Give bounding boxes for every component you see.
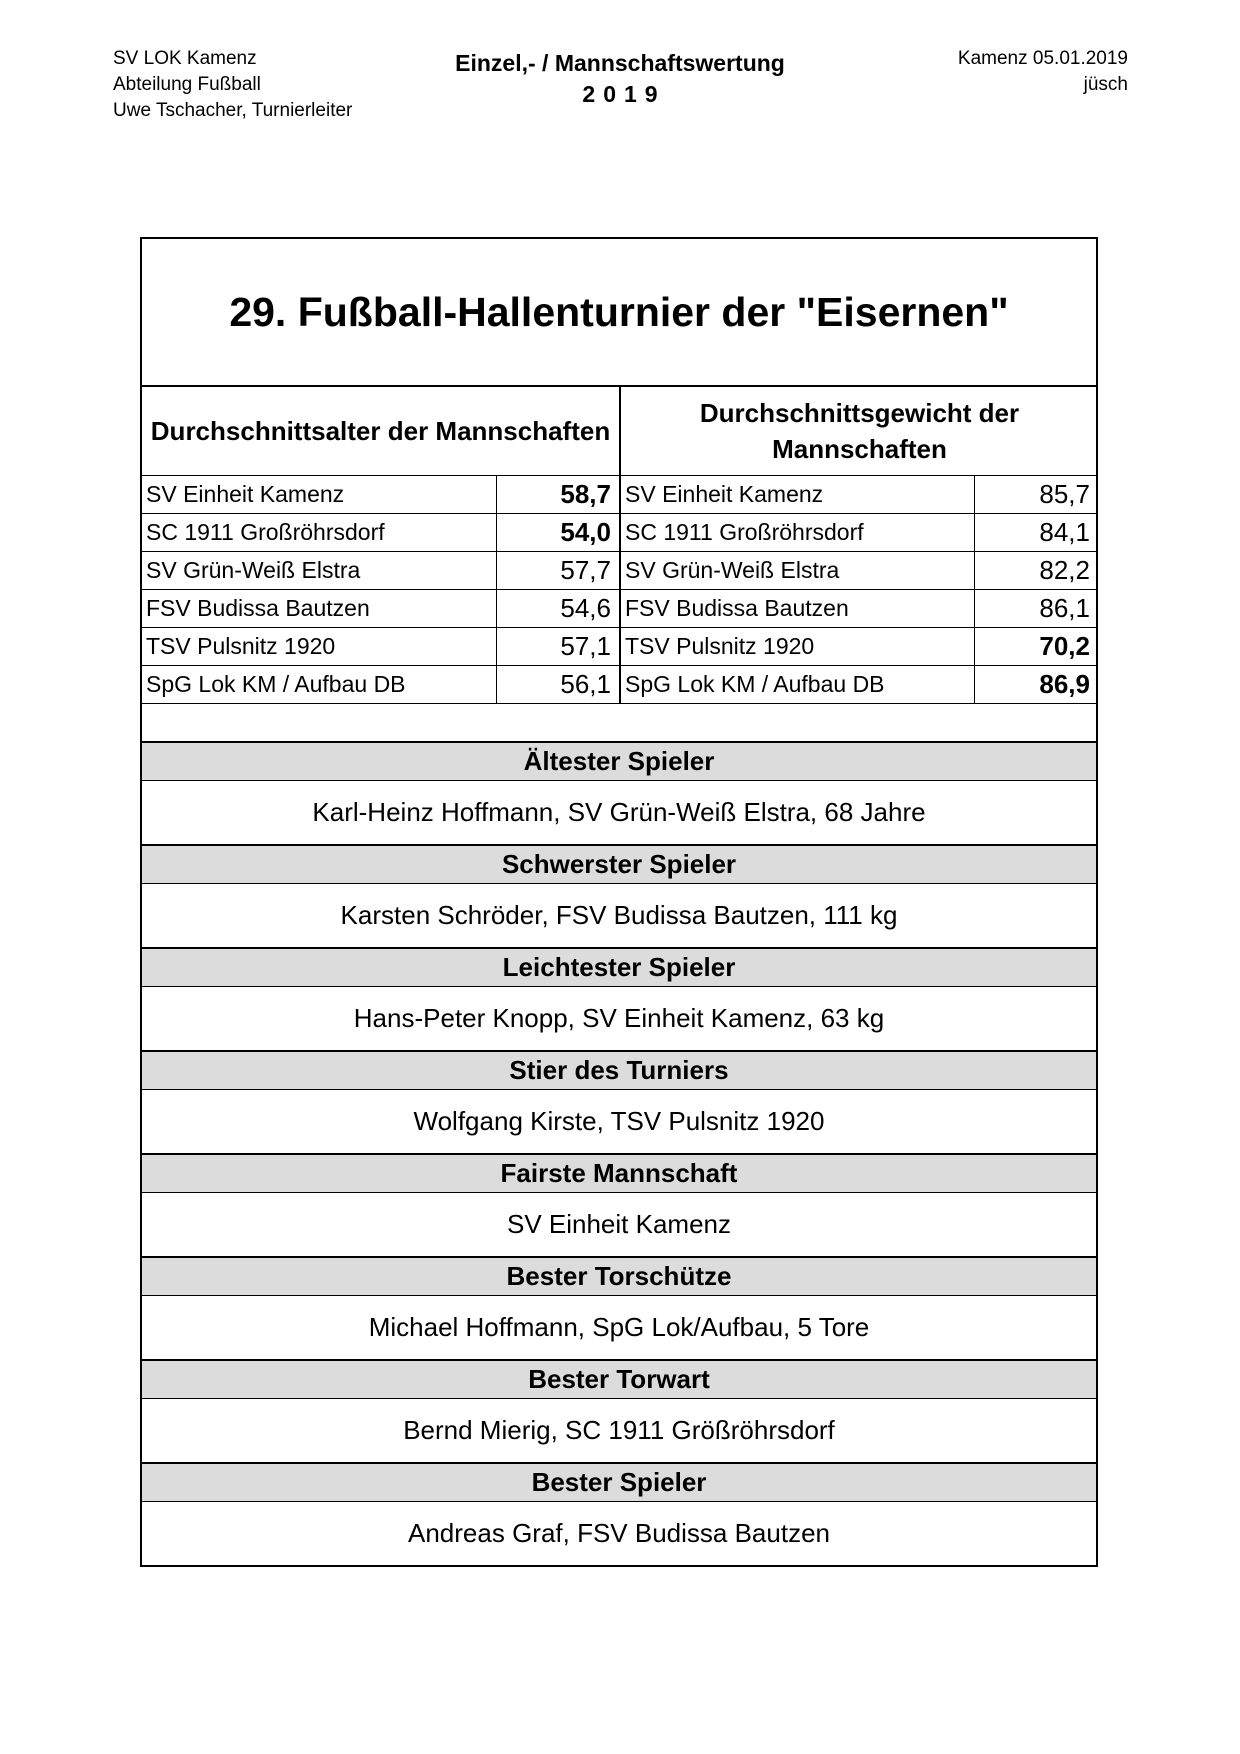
weight-value: 70,2: [974, 628, 1098, 666]
table-row: [142, 666, 1098, 704]
weight-value: 86,9: [974, 666, 1098, 704]
award-label: Bester Torschütze: [142, 1258, 1096, 1296]
header-department: Abteilung Fußball: [113, 74, 261, 95]
weight-team-name: FSV Budissa Bautzen: [620, 590, 974, 628]
average-weight-header: Durchschnittsgewicht der Mannschaften: [620, 387, 1098, 476]
award-block: [142, 1361, 1096, 1464]
header-meta: [958, 46, 1128, 98]
age-team-name: SpG Lok KM / Aufbau DB: [142, 666, 496, 704]
document-year: 2019: [582, 81, 666, 107]
header-date: Kamenz 05.01.2019: [957, 48, 1128, 69]
award-winner: Karsten Schröder, FSV Budissa Bautzen, 111 kg: [142, 884, 1096, 949]
age-team-name: SC 1911 Großröhrsdorf: [142, 514, 496, 552]
award-winner: SV Einheit Kamenz: [142, 1193, 1096, 1258]
age-value: 58,7: [496, 476, 620, 514]
average-age-header: Durchschnittsalter der Mannschaften: [142, 387, 620, 476]
award-winner: Bernd Mierig, SC 1911 Größröhrsdorf: [142, 1399, 1096, 1464]
award-label: Leichtester Spieler: [142, 949, 1096, 987]
age-team-name: SV Grün-Weiß Elstra: [142, 552, 496, 590]
weight-value: 86,1: [974, 590, 1098, 628]
table-row: [142, 552, 1098, 590]
header-document-title: [400, 48, 840, 110]
award-block: [142, 846, 1096, 949]
award-block: [142, 1052, 1096, 1155]
age-value: 57,7: [496, 552, 620, 590]
table-row: [142, 628, 1098, 666]
age-team-name: TSV Pulsnitz 1920: [142, 628, 496, 666]
award-block: [142, 1464, 1096, 1565]
table-header-row: [142, 387, 1098, 476]
table-row: [142, 590, 1098, 628]
tournament-report: [140, 237, 1098, 1567]
table-row: [142, 476, 1098, 514]
team-rows: [142, 476, 1098, 704]
age-value: 56,1: [496, 666, 620, 704]
weight-value: 82,2: [974, 552, 1098, 590]
age-team-name: FSV Budissa Bautzen: [142, 590, 496, 628]
award-label: Ältester Spieler: [142, 743, 1096, 781]
award-label: Stier des Turniers: [142, 1052, 1096, 1090]
weight-team-name: SpG Lok KM / Aufbau DB: [620, 666, 974, 704]
weight-team-name: SV Einheit Kamenz: [620, 476, 974, 514]
award-block: [142, 1258, 1096, 1361]
award-winner: Karl-Heinz Hoffmann, SV Grün-Weiß Elstra, 68 Jahre: [142, 781, 1096, 846]
award-block: [142, 743, 1096, 846]
header-author: jüsch: [1083, 74, 1128, 95]
awards-list: [142, 743, 1096, 1565]
award-label: Fairste Mannschaft: [142, 1155, 1096, 1193]
age-team-name: SV Einheit Kamenz: [142, 476, 496, 514]
weight-value: 84,1: [974, 514, 1098, 552]
award-block: [142, 949, 1096, 1052]
tournament-title: 29. Fußball-Hallenturnier der "Eisernen": [142, 239, 1096, 387]
table-row: [142, 514, 1098, 552]
award-label: Bester Spieler: [142, 1464, 1096, 1502]
weight-team-name: SC 1911 Großröhrsdorf: [620, 514, 974, 552]
award-label: Schwerster Spieler: [142, 846, 1096, 884]
header-club: SV LOK Kamenz: [113, 48, 257, 69]
award-label: Bester Torwart: [142, 1361, 1096, 1399]
age-value: 54,0: [496, 514, 620, 552]
award-winner: Andreas Graf, FSV Budissa Bautzen: [408, 1518, 830, 1548]
award-winner: Wolfgang Kirste, TSV Pulsnitz 1920: [142, 1090, 1096, 1155]
weight-team-name: SV Grün-Weiß Elstra: [620, 552, 974, 590]
weight-team-name: TSV Pulsnitz 1920: [620, 628, 974, 666]
weight-value: 85,7: [974, 476, 1098, 514]
header-organizer: Uwe Tschacher, Turnierleiter: [113, 100, 353, 121]
spacer-row: [142, 704, 1096, 743]
age-value: 57,1: [496, 628, 620, 666]
award-winner: Michael Hoffmann, SpG Lok/Aufbau, 5 Tore: [142, 1296, 1096, 1361]
document-title: Einzel,- / Mannschaftswertung: [455, 50, 785, 76]
award-block: [142, 1155, 1096, 1258]
team-averages-table: [142, 387, 1098, 704]
award-winner: Hans-Peter Knopp, SV Einheit Kamenz, 63 kg: [142, 987, 1096, 1052]
age-value: 54,6: [496, 590, 620, 628]
header-organization: [113, 46, 352, 124]
